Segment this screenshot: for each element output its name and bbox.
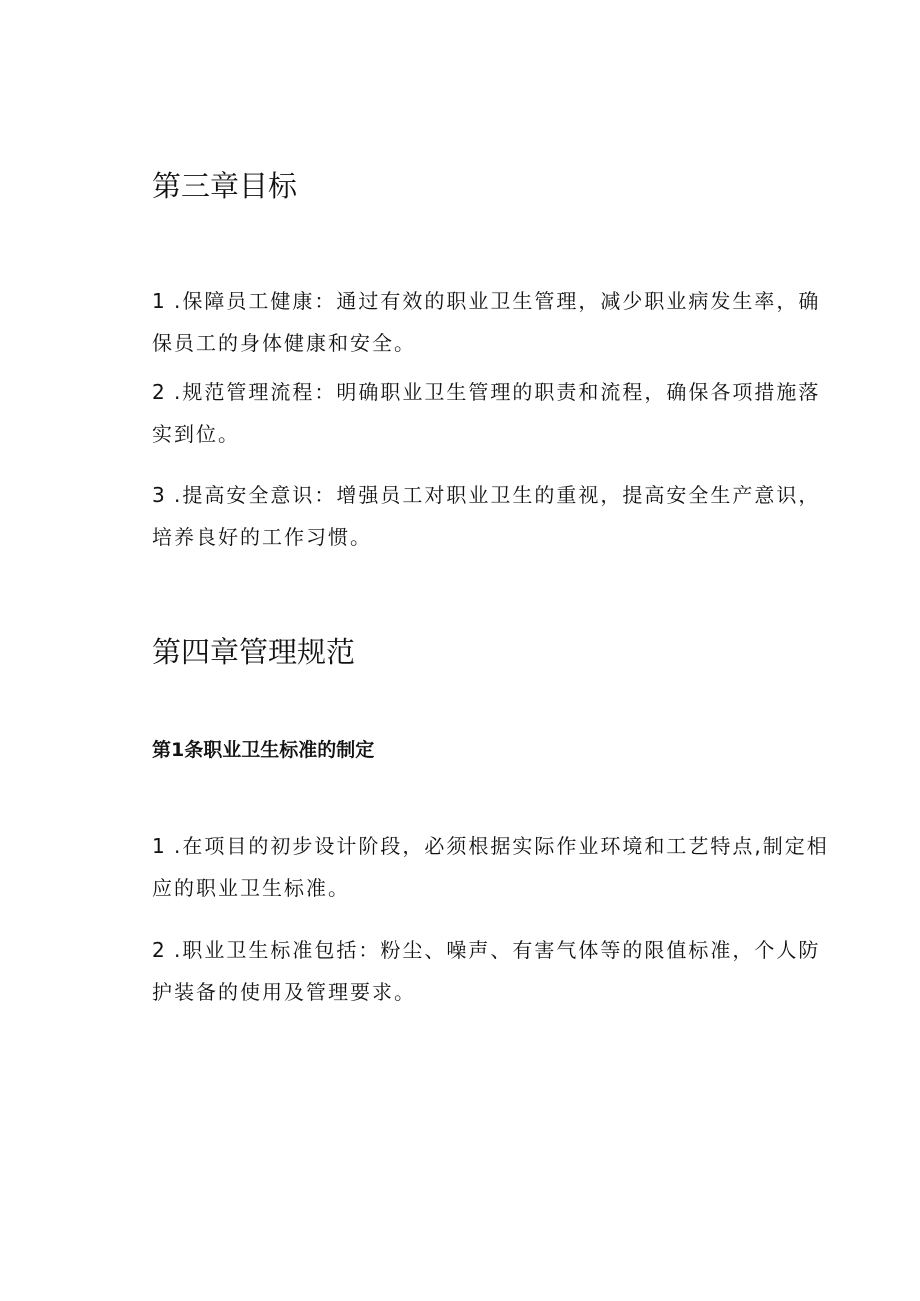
item-text-line-2: 培养良好的工作习惯。 (152, 525, 372, 549)
chapter-3-item-3 (152, 474, 820, 558)
article-1-heading: 第1条职业卫生标准的制定 (152, 739, 375, 761)
item-text-line-2: 护装备的使用及管理要求。 (152, 980, 416, 1004)
article-1-item-2 (152, 929, 820, 1013)
item-number: 1 (152, 289, 167, 313)
item-number: 1 (152, 834, 167, 858)
item-number: 2 (152, 380, 167, 404)
item-text-line-2: 保员工的身体健康和安全。 (152, 331, 416, 355)
item-number: 2 (152, 938, 167, 962)
item-text-line-1: .在项目的初步设计阶段，必须根据实际作业环境和工艺特点,制定相 (174, 834, 829, 858)
chapter-3-item-2 (152, 371, 820, 455)
item-text-line-1: .职业卫生标准包括：粉尘、噪声、有害气体等的限值标准，个人防 (174, 938, 821, 962)
item-text-line-1: .规范管理流程：明确职业卫生管理的职责和流程，确保各项措施落 (174, 380, 821, 404)
item-text-line-2: 应的职业卫生标准。 (152, 876, 350, 900)
item-text-line-2: 实到位。 (152, 422, 240, 446)
item-text-line-1: .提高安全意识：增强员工对职业卫生的重视，提高安全生产意识， (174, 483, 821, 507)
article-1-item-1 (152, 825, 829, 909)
item-number: 3 (152, 483, 167, 507)
item-text-line-1: .保障员工健康：通过有效的职业卫生管理，减少职业病发生率，确 (174, 289, 821, 313)
chapter-3-item-1 (152, 280, 820, 364)
chapter-3-heading: 第三章目标 (152, 169, 298, 203)
chapter-4-heading: 第四章管理规范 (152, 635, 356, 669)
